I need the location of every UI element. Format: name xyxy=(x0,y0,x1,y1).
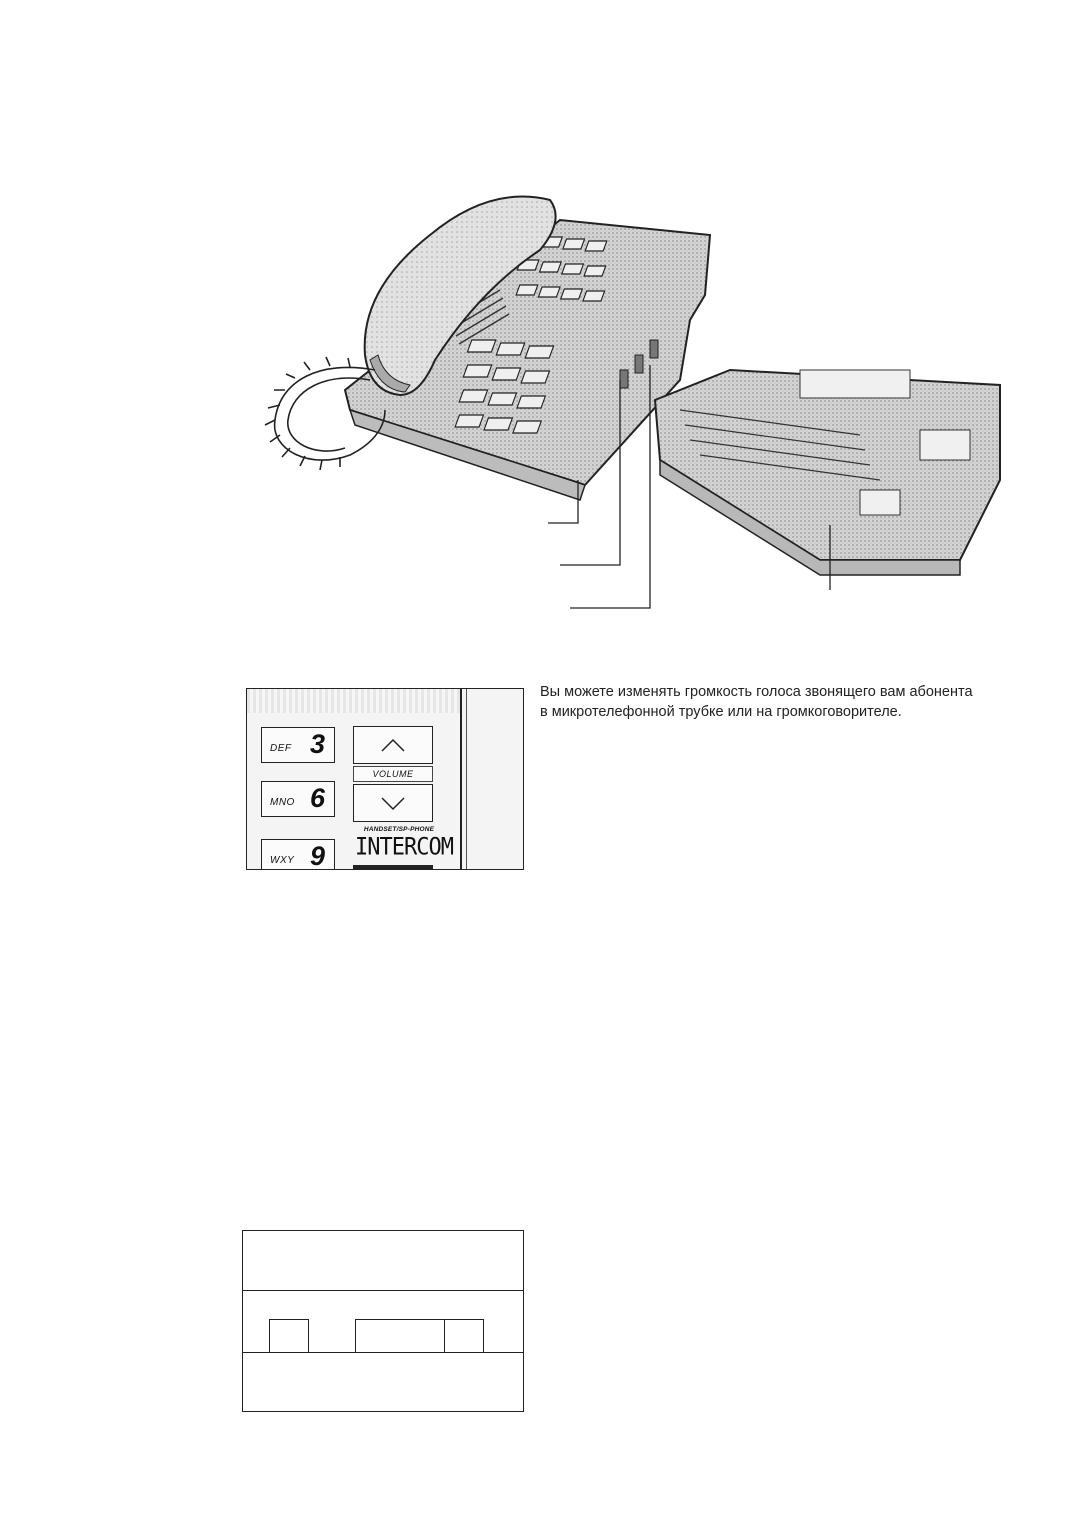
volume-description-text: Вы можете изменять громкость голоса звонящего вам абонента в микротелефонной трубке или на громкоговорителе. xyxy=(540,684,973,720)
table-cell xyxy=(444,1319,484,1353)
table-cell xyxy=(269,1319,309,1353)
volume-label: VOLUME xyxy=(353,766,433,782)
telephone-illustration xyxy=(260,180,1040,620)
key-letters: MNO xyxy=(270,797,295,808)
chevron-up-icon xyxy=(380,737,406,753)
key-letters: WXY xyxy=(270,855,295,866)
key-digit: 9 xyxy=(309,841,325,870)
volume-down-button[interactable] xyxy=(353,784,433,822)
handset-sp-phone-label: HANDSET/SP-PHONE xyxy=(363,826,435,833)
panel-divider-thin xyxy=(466,689,467,869)
telephone-bottom-view xyxy=(655,370,1000,575)
chevron-down-icon xyxy=(380,795,406,811)
table-cell xyxy=(355,1319,445,1353)
table-divider xyxy=(243,1290,523,1291)
blank-table xyxy=(242,1230,524,1412)
key-6[interactable] xyxy=(261,781,335,817)
keypad-closeup xyxy=(246,688,524,870)
volume-up-button[interactable] xyxy=(353,726,433,764)
intercom-bar xyxy=(353,865,433,870)
panel-divider xyxy=(460,689,462,869)
key-letters: DEF xyxy=(270,743,292,754)
key-9[interactable] xyxy=(261,839,335,870)
panel-texture xyxy=(247,689,460,713)
key-digit: 6 xyxy=(309,783,325,813)
key-digit: 3 xyxy=(309,729,325,759)
key-3[interactable] xyxy=(261,727,335,763)
intercom-label: INTERCOM xyxy=(355,833,453,862)
